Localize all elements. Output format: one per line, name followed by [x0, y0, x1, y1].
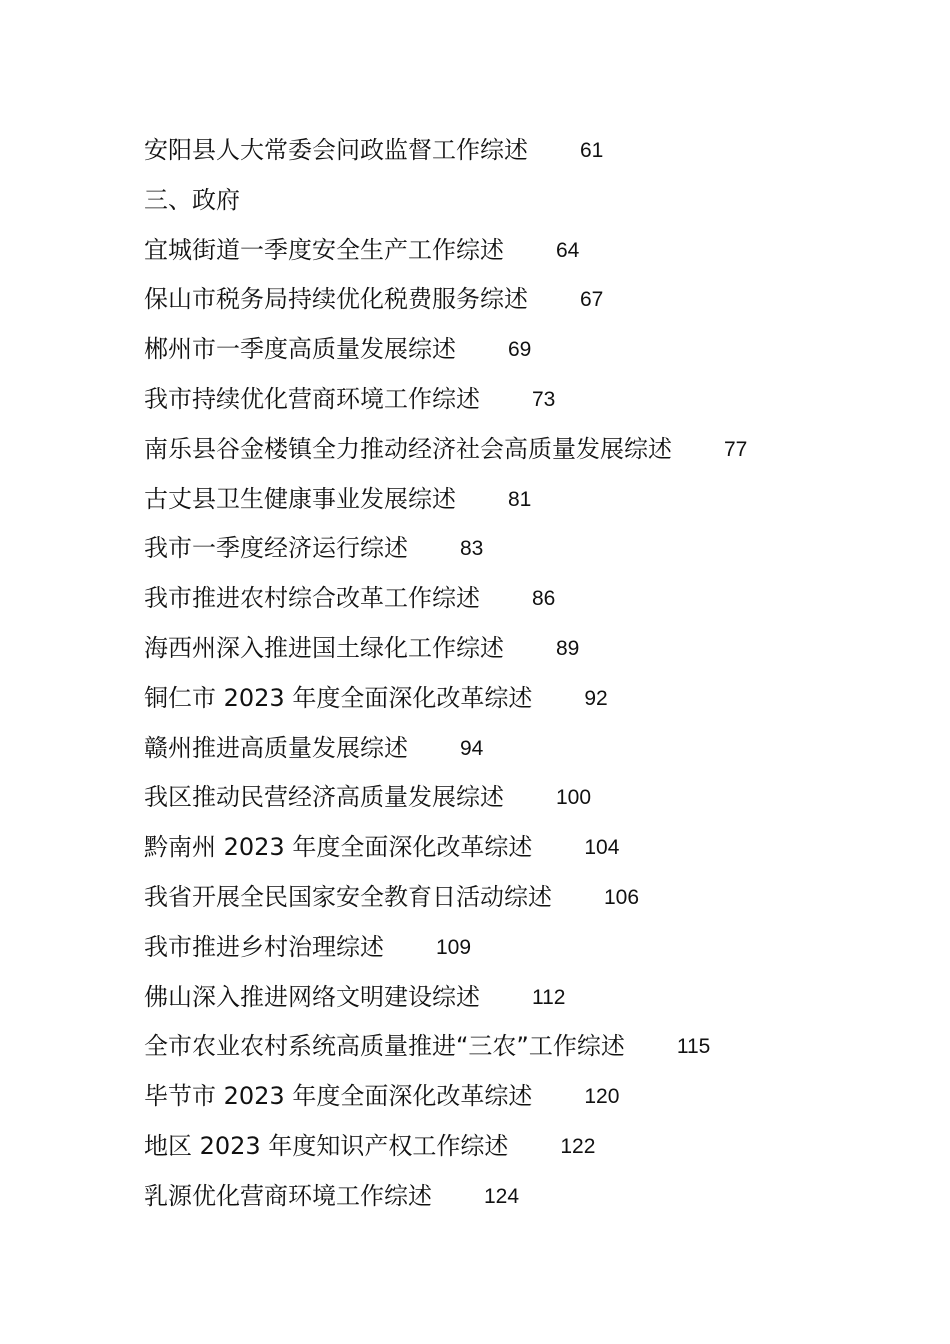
- toc-entry-page: 86: [532, 587, 556, 611]
- toc-entry-title: 全市农业农村系统高质量推进“三农”工作综述: [144, 1032, 625, 1061]
- toc-entry[interactable]: [144, 1122, 904, 1172]
- toc-entry[interactable]: [144, 1172, 904, 1222]
- toc-entry[interactable]: [144, 375, 904, 425]
- table-of-contents: [144, 126, 904, 1222]
- toc-entry-title: 海西州深入推进国土绿化工作综述: [144, 633, 504, 662]
- toc-entry-page: 73: [532, 387, 556, 411]
- toc-entry-title: 古丈县卫生健康事业发展综述: [144, 484, 456, 513]
- toc-entry-title: 毕节市 2023 年度全面深化改革综述: [144, 1082, 533, 1111]
- toc-entry[interactable]: [144, 973, 904, 1023]
- toc-entry-page: 77: [724, 437, 748, 461]
- toc-entry[interactable]: [144, 674, 904, 724]
- toc-entry-page: 67: [580, 288, 604, 312]
- toc-entry-page: 120: [584, 1085, 620, 1109]
- toc-entry-page: 94: [460, 736, 484, 760]
- toc-entry[interactable]: [144, 226, 904, 276]
- toc-entry[interactable]: [144, 1072, 904, 1122]
- toc-entry[interactable]: [144, 275, 904, 325]
- toc-entry-title: 我市推进农村综合改革工作综述: [144, 584, 480, 613]
- toc-entry[interactable]: [144, 524, 904, 574]
- toc-entry-page: 89: [556, 636, 580, 660]
- toc-entry[interactable]: [144, 325, 904, 375]
- toc-entry[interactable]: [144, 823, 904, 873]
- toc-section-heading: [144, 176, 904, 226]
- toc-entry-title: 我市一季度经济运行综述: [144, 534, 408, 563]
- toc-entry-title: 宜城街道一季度安全生产工作综述: [144, 235, 504, 264]
- toc-entry-title: 黔南州 2023 年度全面深化改革综述: [144, 833, 533, 862]
- toc-entry-page: 106: [604, 885, 640, 909]
- toc-entry-title: 佛山深入推进网络文明建设综述: [144, 982, 480, 1011]
- toc-entry[interactable]: [144, 126, 904, 176]
- toc-entry[interactable]: [144, 1022, 904, 1072]
- toc-entry-page: 109: [436, 935, 472, 959]
- toc-entry-title: 赣州推进高质量发展综述: [144, 733, 408, 762]
- toc-entry-page: 69: [508, 338, 532, 362]
- toc-entry-page: 115: [676, 1035, 711, 1059]
- toc-entry[interactable]: [144, 773, 904, 823]
- toc-entry-page: 112: [532, 985, 566, 1009]
- toc-entry[interactable]: [144, 475, 904, 525]
- toc-entry-page: 83: [460, 537, 484, 561]
- toc-entry-page: 124: [484, 1184, 520, 1208]
- toc-entry-page: 61: [580, 139, 604, 162]
- toc-entry-title: 南乐县谷金楼镇全力推动经济社会高质量发展综述: [144, 434, 672, 463]
- toc-entry-title: 乳源优化营商环境工作综述: [144, 1181, 432, 1210]
- toc-entry-page: 64: [556, 238, 580, 262]
- toc-entry-title: 地区 2023 年度知识产权工作综述: [144, 1131, 509, 1160]
- toc-entry-title: 我市推进乡村治理综述: [144, 932, 384, 961]
- toc-entry-title: 我区推动民营经济高质量发展综述: [144, 783, 504, 812]
- toc-entry-title: 郴州市一季度高质量发展综述: [144, 335, 456, 364]
- toc-entry-title: 铜仁市 2023 年度全面深化改革综述: [144, 683, 533, 712]
- toc-entry-page: 92: [584, 686, 608, 710]
- toc-entry[interactable]: [144, 574, 904, 624]
- toc-entry-title: 安阳县人大常委会问政监督工作综述: [144, 136, 528, 164]
- toc-entry[interactable]: [144, 425, 904, 475]
- toc-entry-title: 保山市税务局持续优化税费服务综述: [144, 285, 528, 314]
- toc-entry[interactable]: [144, 724, 904, 774]
- toc-entry-page: 100: [556, 786, 592, 810]
- toc-entry-title: 我省开展全民国家安全教育日活动综述: [144, 882, 552, 911]
- toc-entry-page: 122: [560, 1134, 596, 1158]
- toc-entry-title: 我市持续优化营商环境工作综述: [144, 384, 480, 413]
- section-title: 三、政府: [144, 185, 240, 214]
- toc-entry-page: 104: [584, 836, 620, 860]
- toc-entry[interactable]: [144, 923, 904, 973]
- toc-entry-page: 81: [508, 487, 532, 511]
- toc-entry[interactable]: [144, 624, 904, 674]
- toc-entry[interactable]: [144, 873, 904, 923]
